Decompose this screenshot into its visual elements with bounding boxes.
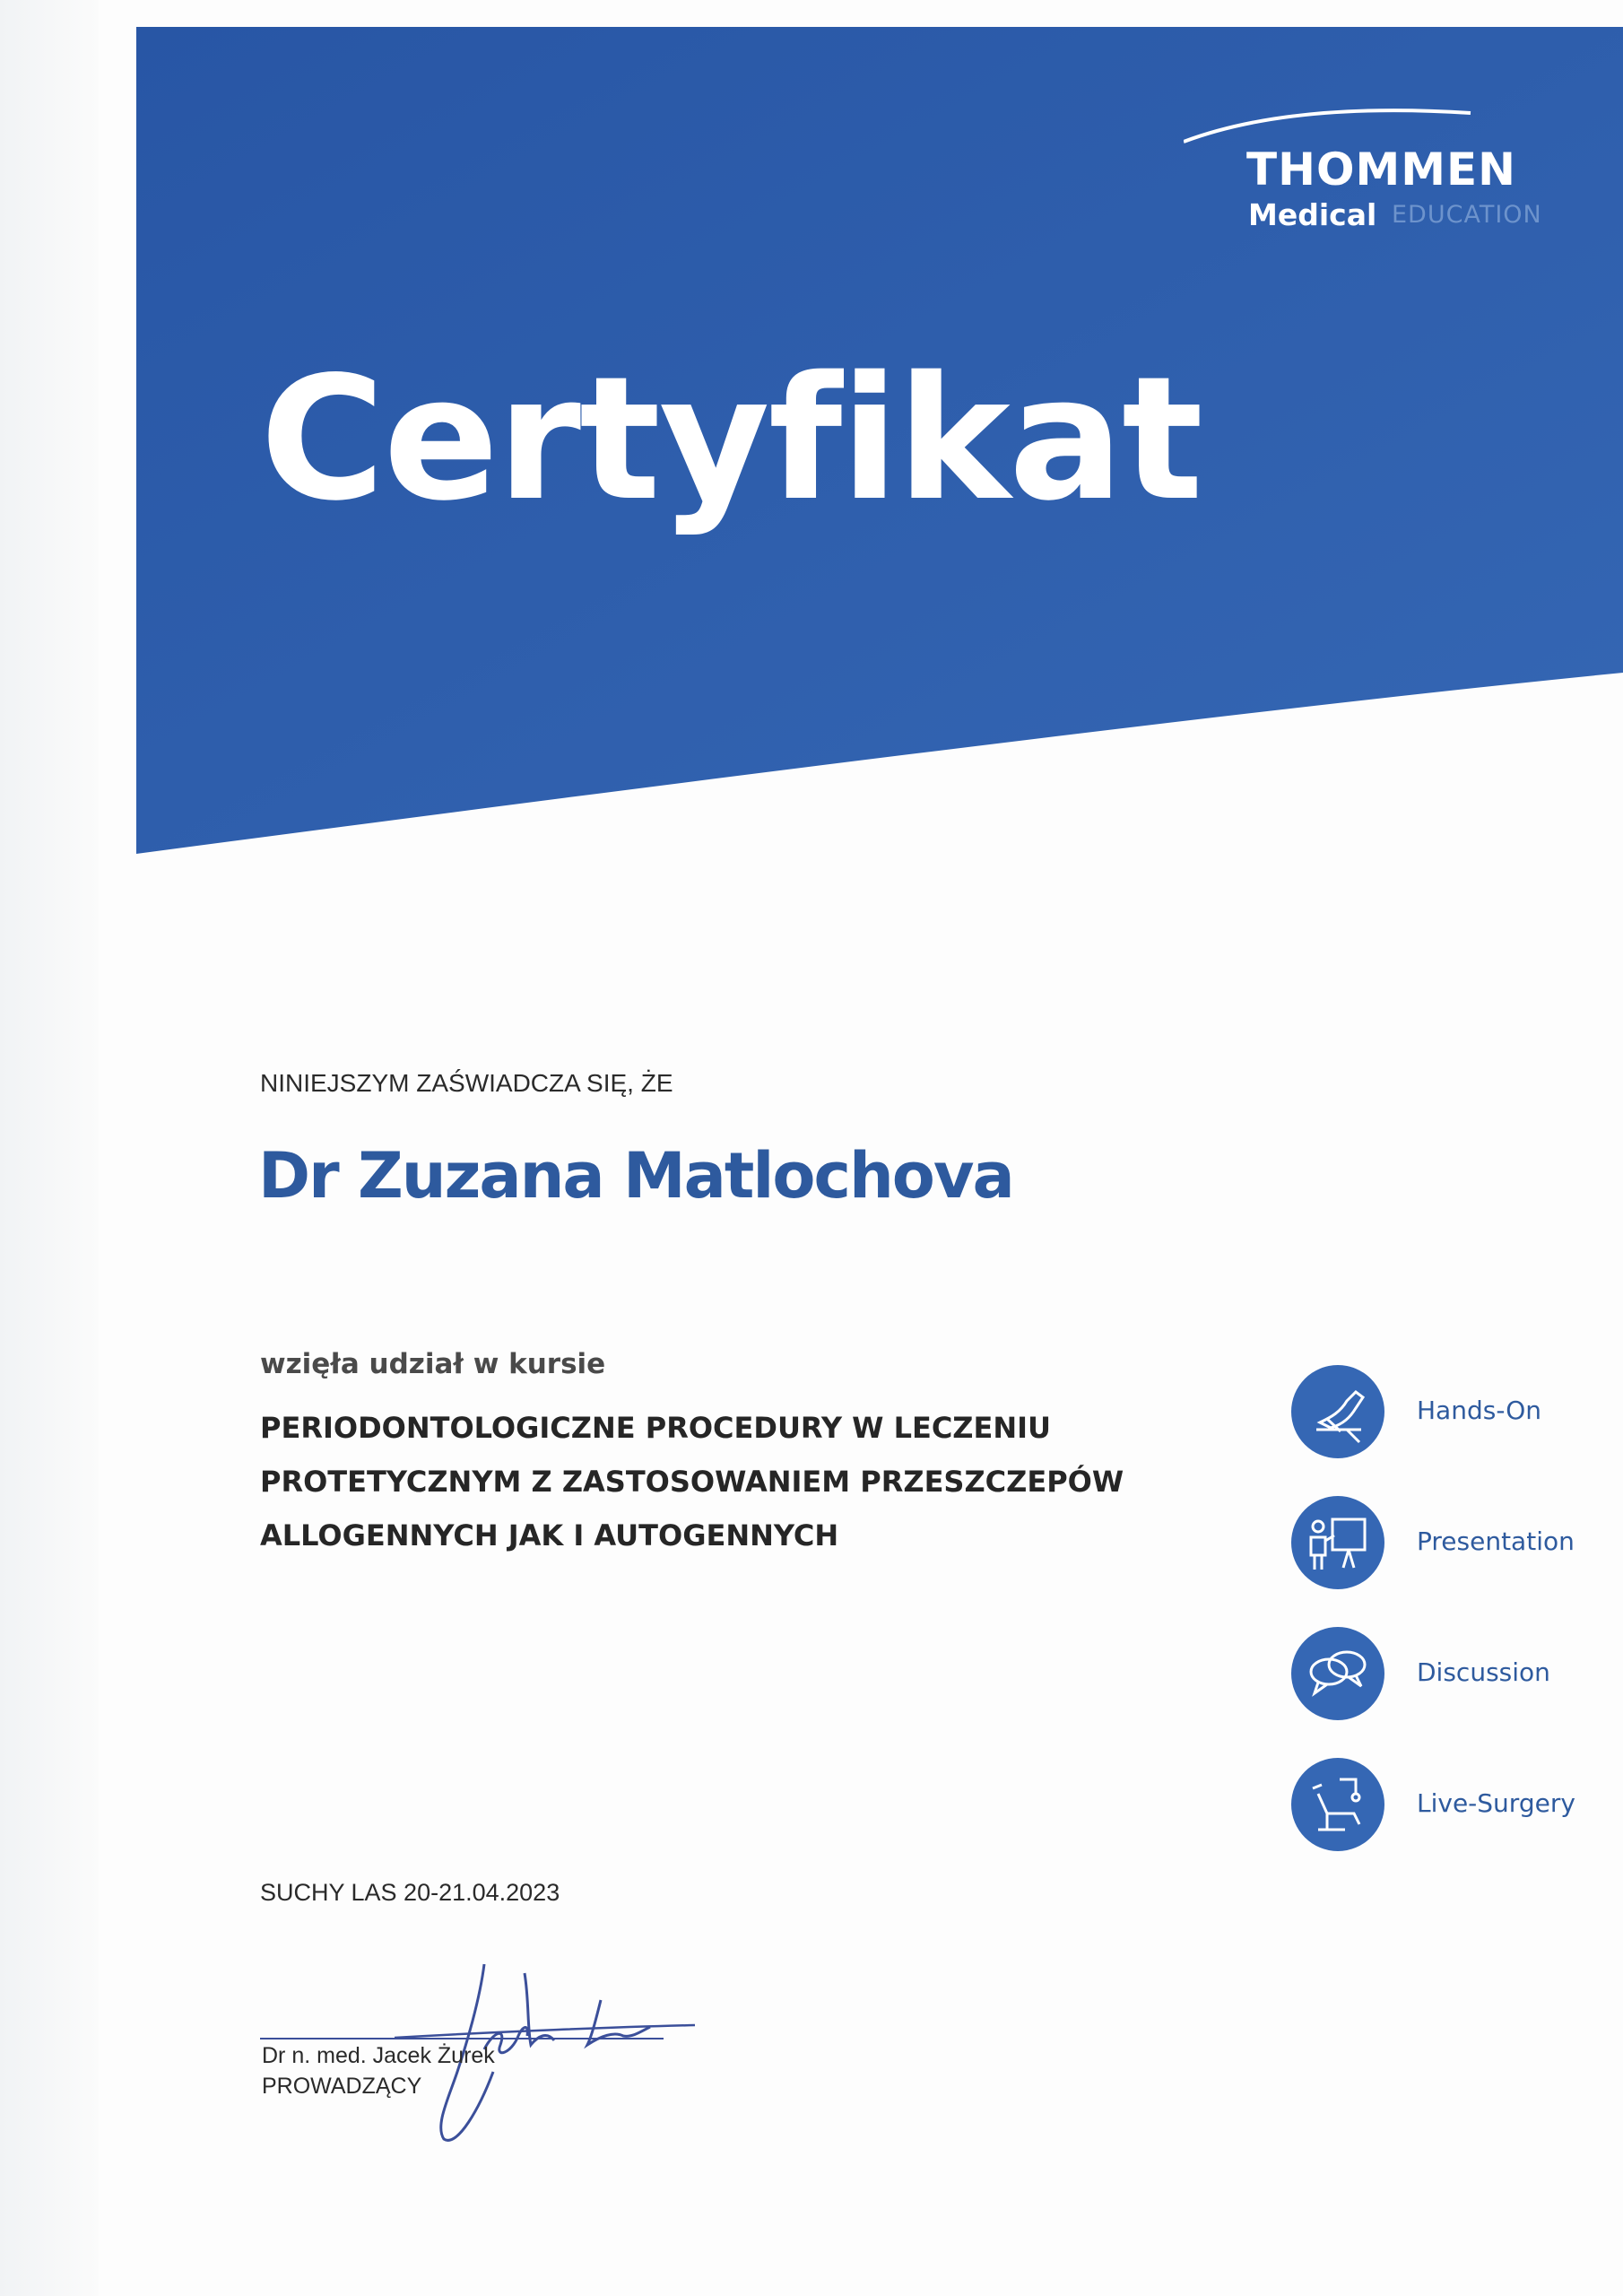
signer-name: Dr n. med. Jacek Żurek — [262, 2043, 495, 2068]
certificate-title: Certyfikat — [260, 340, 1202, 538]
signature-line — [260, 2038, 664, 2039]
feature-label: Discussion — [1417, 1657, 1550, 1687]
feature-presentation — [1291, 1496, 1587, 1589]
signer-role: PROWADZĄCY — [262, 2074, 422, 2099]
course-title-line: ALLOGENNYCH JAK I AUTOGENNYCH — [260, 1518, 839, 1552]
presentation-icon — [1291, 1496, 1384, 1589]
feature-label: Live-Surgery — [1417, 1788, 1575, 1818]
dental-chair-icon — [1291, 1758, 1384, 1851]
feature-label: Presentation — [1417, 1526, 1575, 1556]
feature-live-surgery — [1291, 1758, 1587, 1851]
recipient-name: Dr Zuzana Matlochova — [258, 1139, 1013, 1213]
logo-education: EDUCATION — [1392, 201, 1542, 229]
hands-on-icon — [1291, 1365, 1384, 1458]
course-title-line: PERIODONTOLOGICZNE PROCEDURY W LECZENIU — [260, 1411, 1052, 1445]
logo-medical: Medical — [1248, 197, 1377, 232]
intro-text: NINIEJSZYM ZAŚWIADCZA SIĘ, ŻE — [260, 1069, 673, 1097]
thommen-logo — [1184, 106, 1560, 231]
feature-hands-on — [1291, 1365, 1587, 1458]
course-title-line: PROTETYCZNYM Z ZASTOSOWANIEM PRZESZCZEPÓW — [260, 1465, 1124, 1499]
feature-label: Hands-On — [1417, 1396, 1541, 1425]
feature-discussion — [1291, 1627, 1587, 1720]
participation-text: wzięła udział w kursie — [260, 1348, 606, 1380]
place-and-date: SUCHY LAS 20-21.04.2023 — [260, 1879, 560, 1906]
logo-brand-name: THOMMEN — [1246, 144, 1516, 196]
discussion-icon — [1291, 1627, 1384, 1720]
